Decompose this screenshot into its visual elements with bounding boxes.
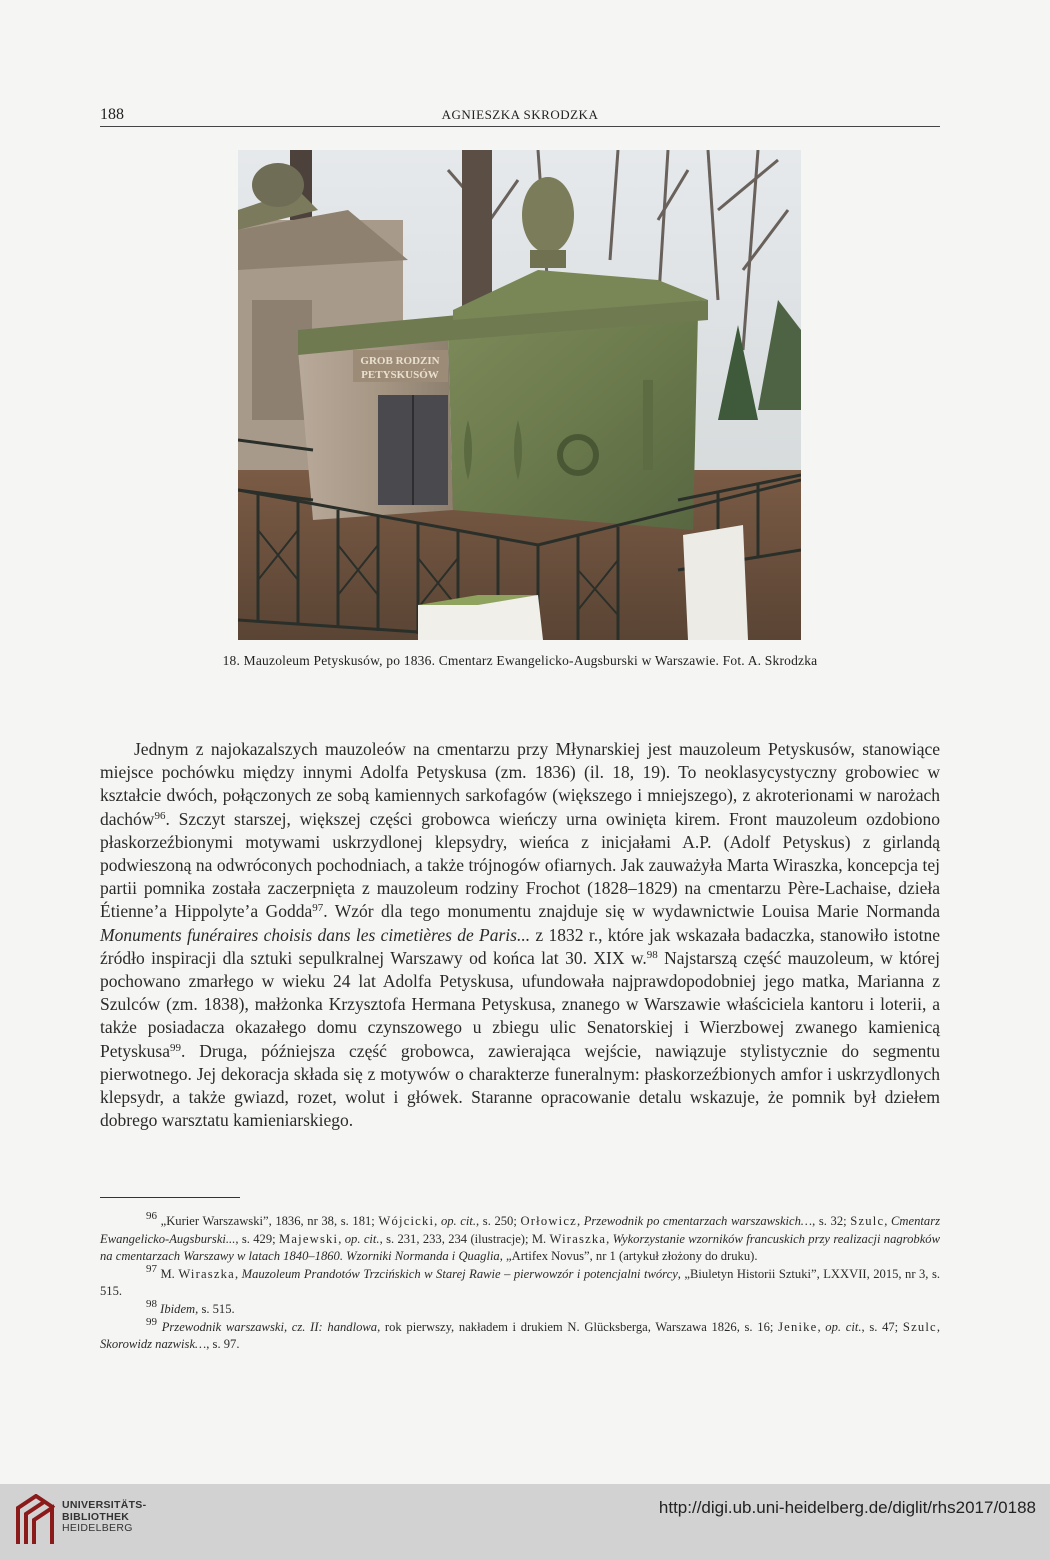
- footnote-96: $^{96}$ „Kurier Warszawski”, 1836, nr 38, s. 181; Wójcicki, op. cit., s. 250; Orłowicz, Przewodnik po cmentarzach warszawskich…, s. 32; Szulc, Cmentarz Ewangelicko-Augsburski..., s. 429; Majewski, op. cit., s. 231, 233, 234 (ilustracje); M. Wiraszka, Wykorzystanie wzorników francuskich przy realizacji nagrobków na cmentarzach Warszawy w latach 1840–1860. Wzorniki Normanda i Quaglia, „Artifex Novus”, nr 1 (artykuł złożony do druku).: [100, 1210, 940, 1264]
- footnote-ref-97[interactable]: 97: [312, 902, 324, 915]
- running-head: AGNIESZKA SKRODZKA: [441, 107, 599, 122]
- page-number: 188: [100, 106, 124, 123]
- footnotes: [100, 1210, 940, 1354]
- book-title: Monuments funéraires choisis dans les cimetières de Paris...: [100, 924, 531, 945]
- body-sentence-5: Najstarszą część mauzoleum, w której pochowano zmarłego w wieku 24 lat Adolfa Petyskusa, ufundowała najprawdopodobniej jego matka, Marianna z Szulców (zm. 1838), małżonka Krzysztofa Hermana Petyskusa, znanego w Warszawie właściciela kantoru i loterii, a także posiadacza okazałego domu czynszowego u zbiegu ulic Senatorskiej i Wierzbowej zwanego kamienicą Petyskusa: [100, 947, 941, 1061]
- footnote-97: $^{97}$ M. Wiraszka, Mauzoleum Prandotów Trzcińskich w Starej Rawie – pierwowzór i potencjalni twórcy, „Biuletyn Historii Sztuki”, LXXVII, 2015, nr 3, s. 515.: [100, 1262, 940, 1299]
- footnote-ref-98[interactable]: 98: [646, 948, 658, 961]
- footnote-ref-99[interactable]: 99: [170, 1041, 181, 1054]
- body-sentence-1: Jednym z najokazalszych mauzoleów na cmentarzu przy Młynarskiej jest mauzoleum Petyskusów, stanowiące miejsce pochówku między innymi Adolfa Petyskusa (zm. 1836) (il. 18, 19). To neoklasycystyczny grobowiec w kształcie dwóch, połączonych ze sobą kamiennych sarkofagów (większego i mniejszego), z akroterionami w narożach dachów: [100, 739, 940, 829]
- source-url-link[interactable]: http://digi.ub.uni-heidelberg.de/diglit/rhs2017/0188: [658, 1498, 1036, 1517]
- footnote-ref-96[interactable]: 96: [154, 809, 166, 822]
- inscription-line2: PETYSKUSÓW: [361, 369, 439, 381]
- library-logo-icon[interactable]: [14, 1494, 58, 1546]
- body-sentence-4: z 1832 r., które jak wskazała badaczka, stanowiło istotne źródło inspiracji dla sztuki sepulkralnej Warszawy od końca lat 30. XIX w.: [100, 924, 940, 968]
- figure-caption: 18. Mauzoleum Petyskusów, po 1836. Cmentarz Ewangelicko-Augsburski w Warszawie. Fot. A. Skrodzka: [222, 653, 818, 668]
- mausoleum-photo: [238, 150, 801, 640]
- footnote-divider: [100, 1197, 240, 1198]
- footnote-98: $^{98}$ Ibidem, s. 515.: [146, 1297, 235, 1316]
- body-text: [100, 738, 940, 1132]
- page-header: [100, 104, 940, 127]
- body-sentence-2: . Szczyt starszej, większej części grobowca wieńczy urna owinięta kirem. Front mauzoleum ozdobiono płaskorzeźbionymi motywami uskrzydlonej klepsydry, wieńca z inicjałami A.P. (Adolf Petyskus) z girlandą podwieszoną na odwróconych pochodniach, a także trójnogów ofiarnych. Jak zauważyła Marta Wiraszka, koncepcja tej partii pomnika została zaczerpnięta z mauzoleum rodziny Frochot (1828–1829) na cmentarzu Père-Lachaise, dzieła Étienne’a Hippolyte’a Godda: [100, 808, 940, 922]
- body-sentence-3: . Wzór dla tego monumentu znajduje się w wydawnictwie Louisa Marie Normanda: [323, 901, 940, 922]
- body-sentence-6: . Druga, późniejsza część grobowca, zawierająca wejście, nawiązuje stylistycznie do segmentu pierwotnego. Jej dekoracja składa się z motywów o charakterze funeralnym: płaskorzeźbionych amfor i uskrzydlonych klepsydr, a także gwiazd, rozet, wolut i główek. Staranne opracowanie detalu wskazuje, że pomnik był dziełem dobrego warsztatu kamieniarskiego.: [100, 1040, 940, 1131]
- library-name[interactable]: UNIVERSITÄTS- BIBLIOTHEK HEIDELBERG: [62, 1499, 147, 1534]
- library-footer: [0, 1484, 1050, 1560]
- mausoleum-illustration: [238, 150, 801, 640]
- body-paragraph: [100, 738, 940, 1132]
- inscription-line1: GROB RODZIN: [360, 355, 440, 367]
- footnote-99: $^{99}$ Przewodnik warszawski, cz. II: handlowa, rok pierwszy, nakładem i drukiem N. Glücksberga, Warszawa 1826, s. 16; Jenike, op. cit., s. 47; Szulc, Skorowidz nazwisk…, s. 97.: [100, 1315, 940, 1352]
